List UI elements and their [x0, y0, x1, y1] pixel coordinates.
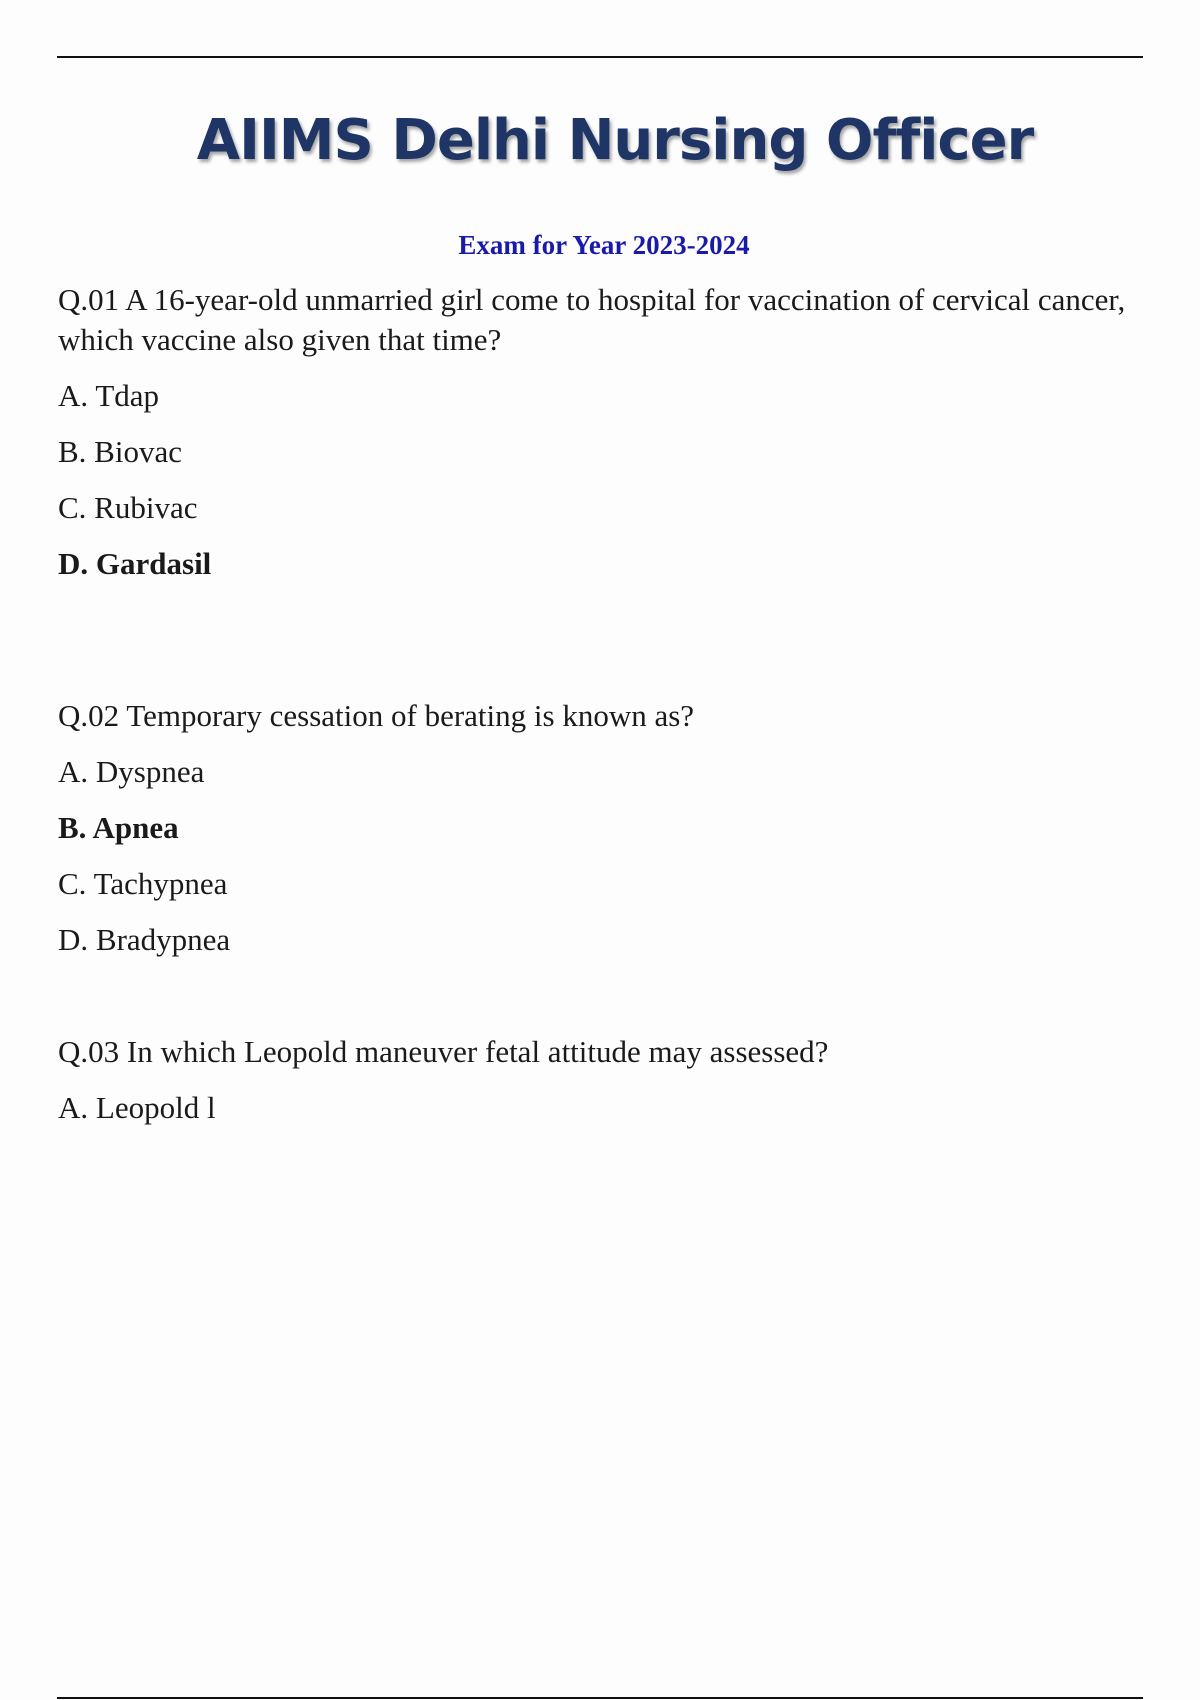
bottom-rule	[57, 1697, 1143, 1699]
question-text: Q.01 A 16-year-old unmarried girl come to hospital for vaccination of cervical cancer, which vaccine also given that time?	[58, 282, 1126, 357]
option-a: A. Dyspnea	[58, 754, 205, 789]
option-a: A. Tdap	[58, 378, 160, 413]
question-text: Q.02 Temporary cessation of berating is known as?	[58, 698, 695, 733]
question-block-3	[58, 1032, 1148, 1128]
question-list	[58, 280, 1148, 1144]
question-text: Q.03 In which Leopold maneuver fetal attitude may assessed?	[58, 1034, 829, 1069]
option-a: A. Leopold l	[58, 1090, 216, 1125]
option-b: B. Biovac	[58, 434, 182, 469]
option-c: C. Tachypnea	[58, 866, 228, 901]
spacer	[58, 976, 1148, 1032]
document-title: AIIMS Delhi Nursing Officer	[196, 108, 1034, 173]
option-d-answer: D. Gardasil	[58, 546, 212, 581]
option-d: D. Bradypnea	[58, 922, 231, 957]
top-rule	[57, 56, 1143, 58]
question-block-2	[58, 696, 1148, 960]
option-b-answer: B. Apnea	[58, 810, 179, 845]
spacer	[58, 600, 1148, 696]
option-c: C. Rubivac	[58, 490, 198, 525]
document-subtitle: Exam for Year 2023-2024	[458, 230, 750, 260]
question-block-1	[58, 280, 1148, 584]
